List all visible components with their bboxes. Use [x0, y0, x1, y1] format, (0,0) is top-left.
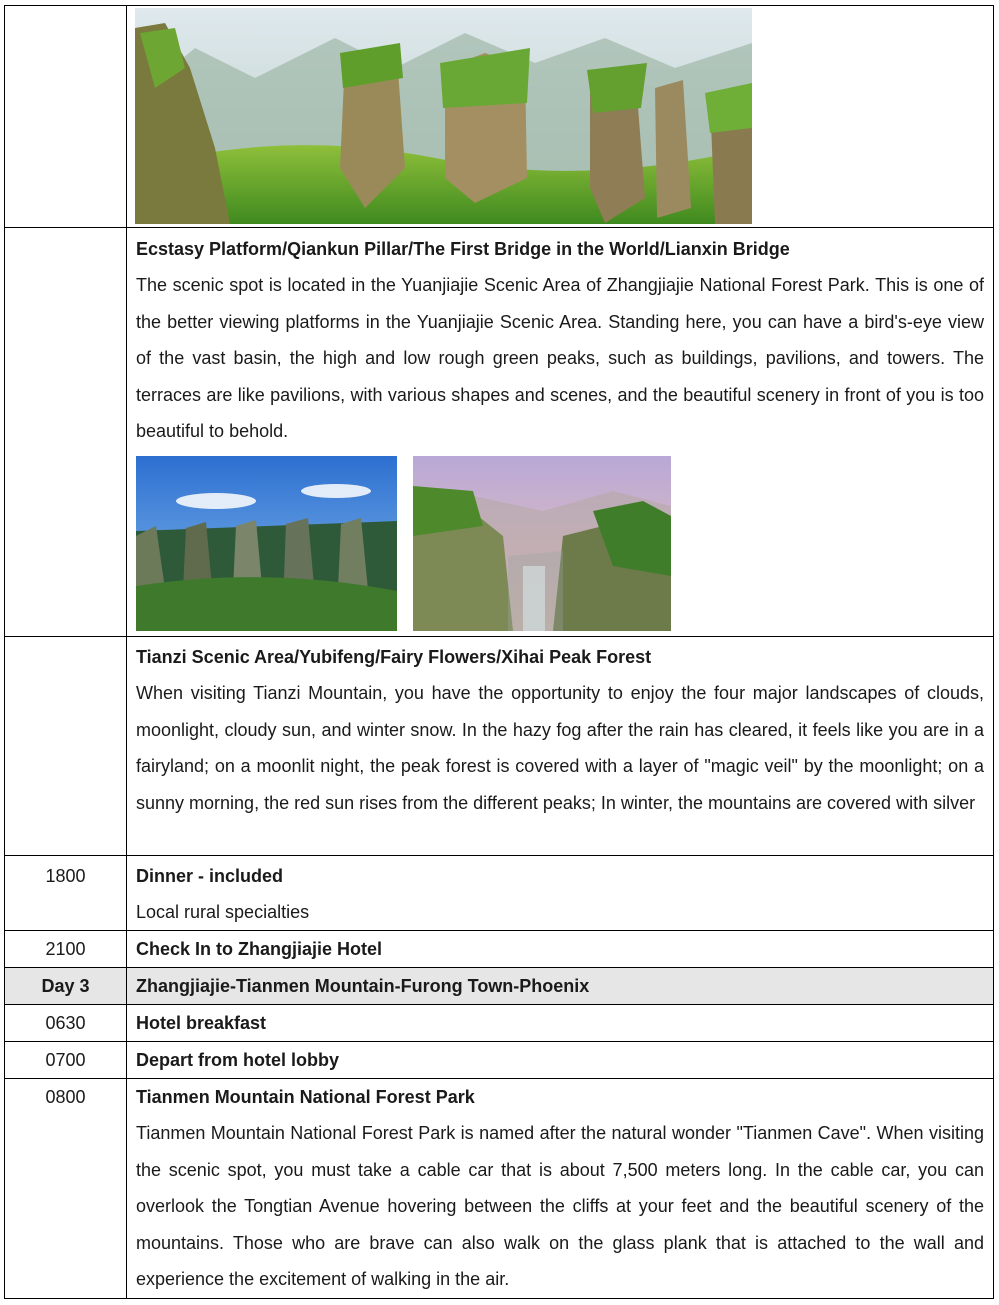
- day-label-cell: Day 3: [5, 968, 127, 1005]
- section-description: When visiting Tianzi Mountain, you have the opportunity to enjoy the four major landscapes of clouds, moonlight, cloudy sun, and winter snow. In the hazy fog after the rain has cleared, it feels like you are in a fairyland; on a moonlit night, the peak forest is covered with a layer of "magic veil" by the moonlight; on a sunny morning, the red sun rises from the different peaks; In winter, the mountains are covered with silver: [136, 683, 984, 813]
- peaks-banner-image: [135, 8, 752, 224]
- table-row: [5, 1042, 994, 1079]
- content-cell: [127, 1005, 994, 1042]
- time-cell: 1800: [5, 856, 127, 931]
- content-cell: [127, 968, 994, 1005]
- section-subtitle: Local rural specialties: [136, 902, 310, 922]
- day-header-row: [5, 968, 994, 1005]
- day-route-title: Zhangjiajie-Tianmen Mountain-Furong Town-Phoenix: [136, 976, 590, 996]
- table-row: [5, 1005, 994, 1042]
- time-cell: 0700: [5, 1042, 127, 1079]
- section-description: The scenic spot is located in the Yuanjiajie Scenic Area of Zhangjiajie National Forest Park. This is one of the better viewing platforms in the Yuanjiajie Scenic Area. Standing here, you can have a bird's-eye view of the vast basin, the high and low rough green peaks, such as buildings, pavilions, and towers. The terraces are like pavilions, with various shapes and scenes, and the beautiful scenery in front of you is too beautiful to behold.: [136, 275, 984, 441]
- time-cell: [5, 6, 127, 228]
- table-row: [5, 1079, 994, 1299]
- waterfall-cliffs-image: [413, 456, 671, 631]
- yuanjiajie-peaks-image: [136, 456, 397, 631]
- section-title: Ecstasy Platform/Qiankun Pillar/The First Bridge in the World/Lianxin Bridge: [136, 239, 790, 259]
- time-cell: 0630: [5, 1005, 127, 1042]
- section-title: Depart from hotel lobby: [136, 1050, 340, 1070]
- content-cell: [127, 6, 994, 228]
- table-row: [5, 637, 994, 856]
- section-title: Hotel breakfast: [136, 1013, 267, 1033]
- time-cell: 0800: [5, 1079, 127, 1299]
- content-cell: [127, 856, 994, 931]
- content-cell: [127, 1042, 994, 1079]
- time-cell: [5, 228, 127, 637]
- table-row: [5, 228, 994, 637]
- section-title: Check In to Zhangjiajie Hotel: [136, 939, 383, 959]
- table-row: [5, 6, 994, 228]
- itinerary-table: [4, 5, 994, 1299]
- time-cell: 2100: [5, 931, 127, 968]
- content-cell: [127, 1079, 994, 1299]
- content-cell: [127, 637, 994, 856]
- section-title: Tianzi Scenic Area/Yubifeng/Fairy Flowers/Xihai Peak Forest: [136, 647, 652, 667]
- time-cell: [5, 637, 127, 856]
- section-title: Dinner - included: [136, 866, 284, 886]
- content-cell: [127, 931, 994, 968]
- table-row: [5, 856, 994, 931]
- content-cell: [127, 228, 994, 637]
- section-description: Tianmen Mountain National Forest Park is named after the natural wonder "Tianmen Cave". When visiting the scenic spot, you must take a cable car that is about 7,500 meters long. In the cable car, you can overlook the Tongtian Avenue hovering between the cliffs at your feet and the beautiful scenery of the mountains. Those who are brave can also walk on the glass plank that is attached to the wall and experience the excitement of walking in the air.: [136, 1123, 984, 1289]
- section-title: Tianmen Mountain National Forest Park: [136, 1087, 475, 1107]
- table-row: [5, 931, 994, 968]
